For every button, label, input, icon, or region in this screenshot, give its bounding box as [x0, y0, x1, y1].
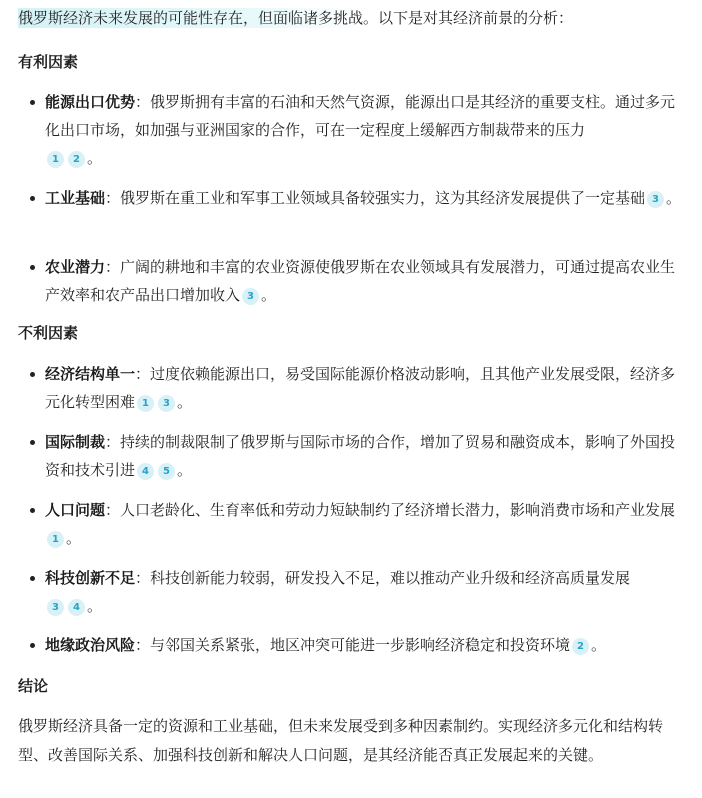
citation-badge[interactable]: 1	[47, 151, 64, 168]
item-text: ：俄罗斯在重工业和军事工业领域具备较强实力，这为其经济发展提供了一定基础	[105, 189, 646, 207]
item-text: ：过度依赖能源出口，易受国际能源价格波动影响，且其他产业发展受限，经济多元化转型困难	[45, 365, 676, 411]
bullet-dot	[30, 440, 35, 445]
item-term: 人口问题	[45, 501, 106, 519]
citation-badge[interactable]: 4	[68, 599, 85, 616]
list-item	[45, 253, 685, 309]
item-term: 地缘政治风险	[45, 636, 136, 654]
list-item	[45, 184, 685, 212]
item-end: 。	[591, 636, 607, 654]
intro-rest: 。以下是对其经济前景的分析：	[363, 9, 574, 27]
item-end: 。	[177, 461, 193, 479]
list-item	[45, 360, 685, 416]
list-item	[45, 564, 685, 620]
item-text: ：人口老龄化、生育率低和劳动力短缺制约了经济增长潜力，影响消费市场和产业发展	[105, 501, 676, 519]
list-item	[45, 631, 685, 659]
intro-paragraph	[18, 4, 573, 32]
item-text: ：持续的制裁限制了俄罗斯与国际市场的合作，增加了贸易和融资成本，影响了外国投资和技术引进	[45, 433, 676, 479]
bullet-dot	[30, 372, 35, 377]
section-title-unfavorable: 不利因素	[18, 324, 79, 342]
citation-badge[interactable]: 2	[68, 151, 85, 168]
bullet-dot	[30, 508, 35, 513]
citation-badge[interactable]: 3	[47, 599, 64, 616]
bullet-dot	[30, 643, 35, 648]
item-text: ：科技创新能力较弱，研发投入不足，难以推动产业升级和经济高质量发展	[135, 569, 631, 587]
citation-badge[interactable]: 3	[647, 191, 664, 208]
list-item	[45, 428, 685, 484]
bullet-dot	[30, 100, 35, 105]
item-term: 科技创新不足	[45, 569, 136, 587]
item-end: 。	[87, 597, 103, 615]
citation-badge[interactable]: 4	[137, 463, 154, 480]
item-term: 工业基础	[45, 189, 106, 207]
item-term: 农业潜力	[45, 258, 106, 276]
citation-badge[interactable]: 5	[158, 463, 175, 480]
list-item	[45, 88, 685, 172]
citation-badge[interactable]: 2	[572, 638, 589, 655]
item-text: ：俄罗斯拥有丰富的石油和天然气资源，能源出口是其经济的重要支柱。通过多元化出口市场，如加强与亚洲国家的合作，可在一定程度上缓解西方制裁带来的压力	[45, 93, 676, 139]
conclusion-paragraph: 俄罗斯经济具备一定的资源和工业基础，但未来发展受到多种因素制约。实现经济多元化和结构转型、改善国际关系、加强科技创新和解决人口问题，是其经济能否真正发展起来的关键。	[18, 717, 664, 764]
citation-badge[interactable]: 3	[242, 288, 259, 305]
section-title-conclusion: 结论	[18, 677, 49, 695]
bullet-dot	[30, 265, 35, 270]
item-text: ：广阔的耕地和丰富的农业资源使俄罗斯在农业领域具有发展潜力，可通过提高农业生产效率和农产品出口增加收入	[45, 258, 676, 304]
item-end: 。	[177, 393, 193, 411]
citation-badge[interactable]: 1	[137, 395, 154, 412]
citation-badge[interactable]: 1	[47, 531, 64, 548]
bullet-dot	[30, 196, 35, 201]
item-end: 。	[87, 149, 103, 167]
item-end: 。	[666, 189, 682, 207]
item-end: 。	[66, 529, 82, 547]
item-term: 国际制裁	[45, 433, 106, 451]
intro-highlight: 俄罗斯经济未来发展的可能性存在，但面临诸多挑战	[18, 9, 364, 27]
bullet-dot	[30, 576, 35, 581]
section-title-favorable: 有利因素	[18, 53, 79, 71]
item-term: 能源出口优势	[45, 93, 136, 111]
list-item	[45, 496, 685, 552]
citation-badge[interactable]: 3	[158, 395, 175, 412]
item-end: 。	[261, 286, 277, 304]
item-term: 经济结构单一	[45, 365, 136, 383]
item-text: ：与邻国关系紧张，地区冲突可能进一步影响经济稳定和投资环境	[135, 636, 571, 654]
